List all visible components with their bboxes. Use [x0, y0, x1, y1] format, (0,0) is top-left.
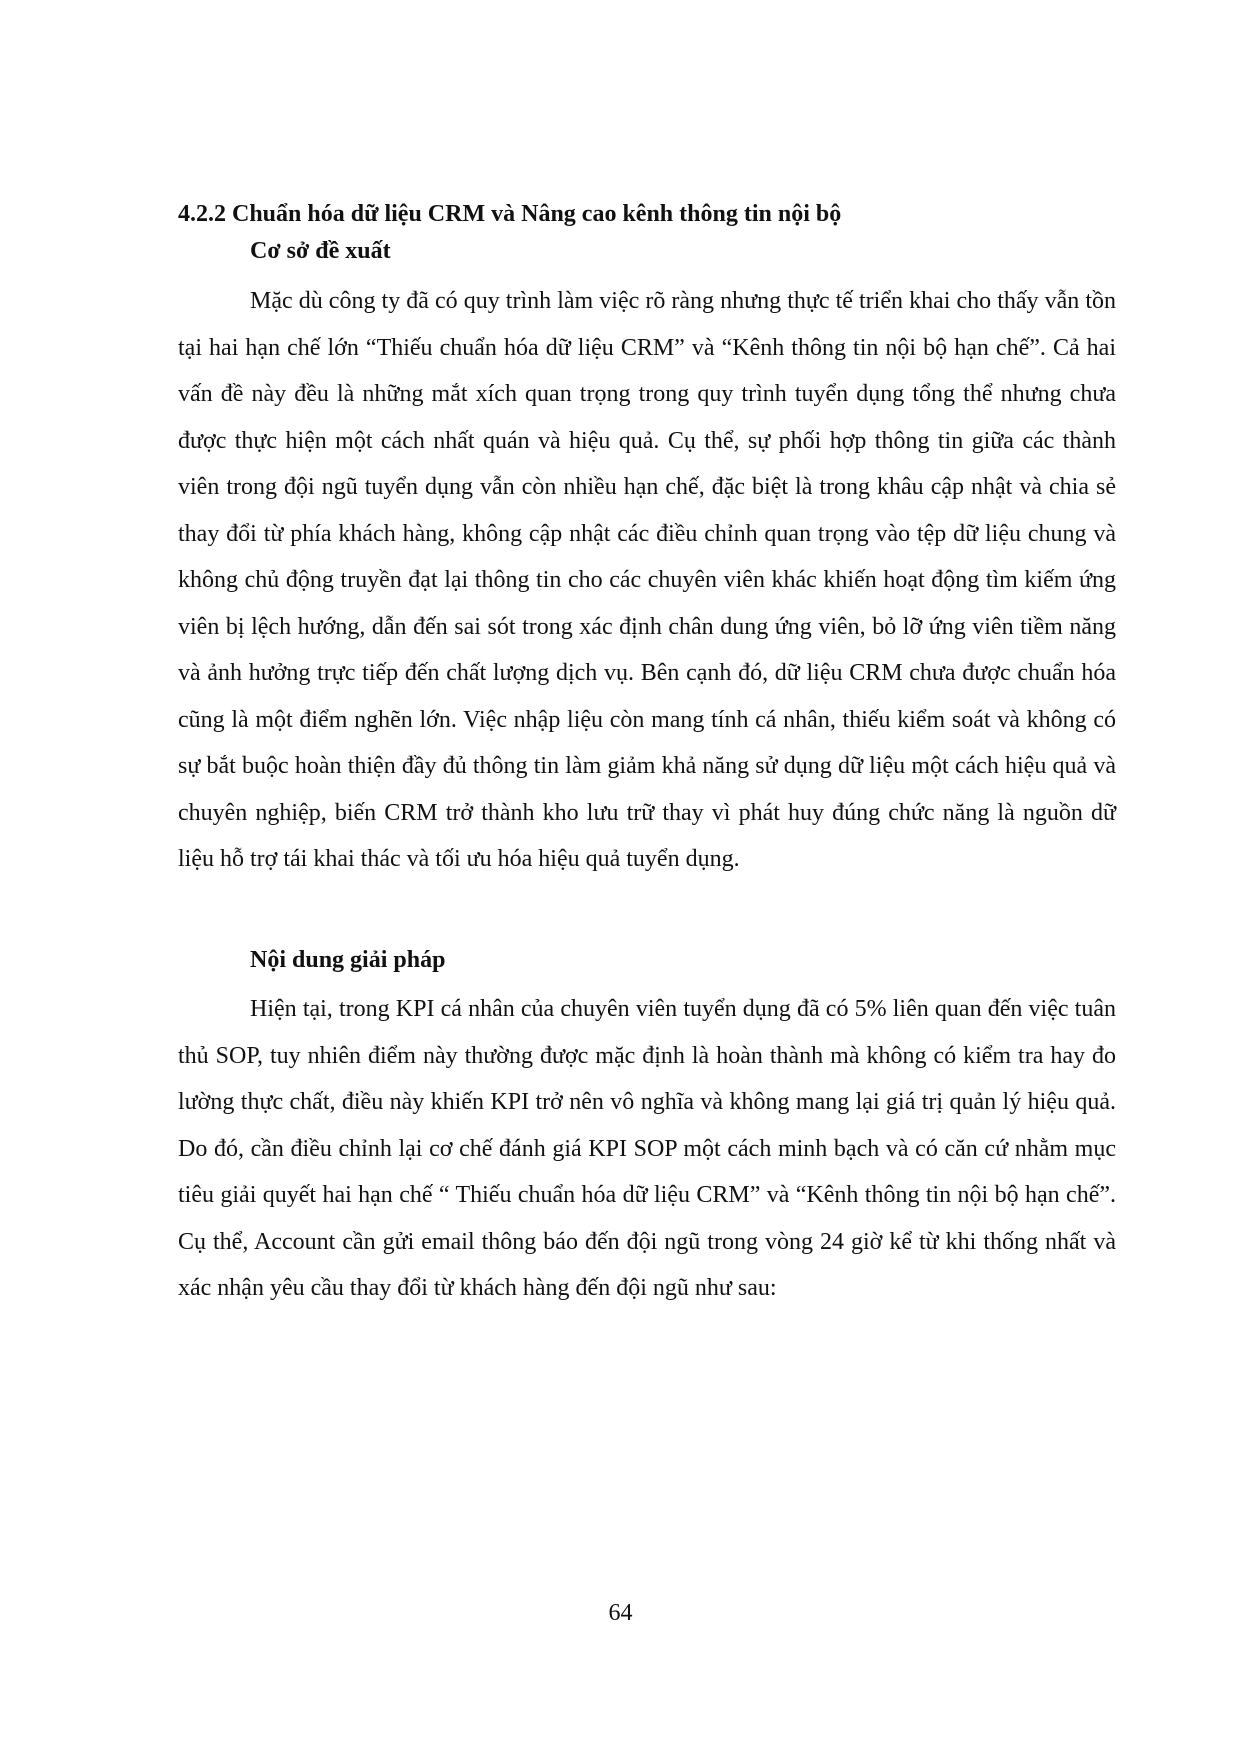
section-heading: 4.2.2 Chuẩn hóa dữ liệu CRM và Nâng cao kênh thông tin nội bộ	[178, 201, 842, 227]
body-paragraph-basis: Mặc dù công ty đã có quy trình làm việc rõ ràng nhưng thực tế triển khai cho thấy vẫn tồn tại hai hạn chế lớn “Thiếu chuẩn hóa dữ liệu CRM” và “Kênh thông tin nội bộ hạn chế”. Cả hai vấn đề này đều là những mắt xích quan trọng trong quy trình tuyển dụng tổng thể nhưng chưa được thực hiện một cách nhất quán và hiệu quả. Cụ thể, sự phối hợp thông tin giữa các thành viên trong đội ngũ tuyển dụng vẫn còn nhiều hạn chế, đặc biệt là trong khâu cập nhật và chia sẻ thay đổi từ phía khách hàng, không cập nhật các điều chỉnh quan trọng vào tệp dữ liệu chung và không chủ động truyền đạt lại thông tin cho các chuyên viên khác khiến hoạt động tìm kiếm ứng viên bị lệch hướng, dẫn đến sai sót trong xác định chân dung ứng viên, bỏ lỡ ứng viên tiềm năng và ảnh hưởng trực tiếp đến chất lượng dịch vụ. Bên cạnh đó, dữ liệu CRM chưa được chuẩn hóa cũng là một điểm nghẽn lớn. Việc nhập liệu còn mang tính cá nhân, thiếu kiểm soát và không có sự bắt buộc hoàn thiện đầy đủ thông tin làm giảm khả năng sử dụng dữ liệu một cách hiệu quả và chuyên nghiệp, biến CRM trở thành kho lưu trữ thay vì phát huy đúng chức năng là nguồn dữ liệu hỗ trợ tái khai thác và tối ưu hóa hiệu quả tuyển dụng.	[178, 288, 1116, 872]
subsection-title-basis: Cơ sở đề xuất	[250, 238, 391, 264]
subsection-title-solution: Nội dung giải pháp	[250, 947, 446, 973]
page-number: 64	[608, 1600, 633, 1626]
body-paragraph-solution: Hiện tại, trong KPI cá nhân của chuyên viên tuyển dụng đã có 5% liên quan đến việc tuân thủ SOP, tuy nhiên điểm này thường được mặc định là hoàn thành mà không có kiểm tra hay đo lường thực chất, điều này khiến KPI trở nên vô nghĩa và không mang lại giá trị quản lý hiệu quả. Do đó, cần điều chỉnh lại cơ chế đánh giá KPI SOP một cách minh bạch và có căn cứ nhằm mục tiêu giải quyết hai hạn chế “ Thiếu chuẩn hóa dữ liệu CRM” và “Kênh thông tin nội bộ hạn chế”. Cụ thể, Account cần gửi email thông báo đến đội ngũ trong vòng 24 giờ kể từ khi thống nhất và xác nhận yêu cầu thay đổi từ khách hàng đến đội ngũ như sau:	[178, 996, 1116, 1301]
